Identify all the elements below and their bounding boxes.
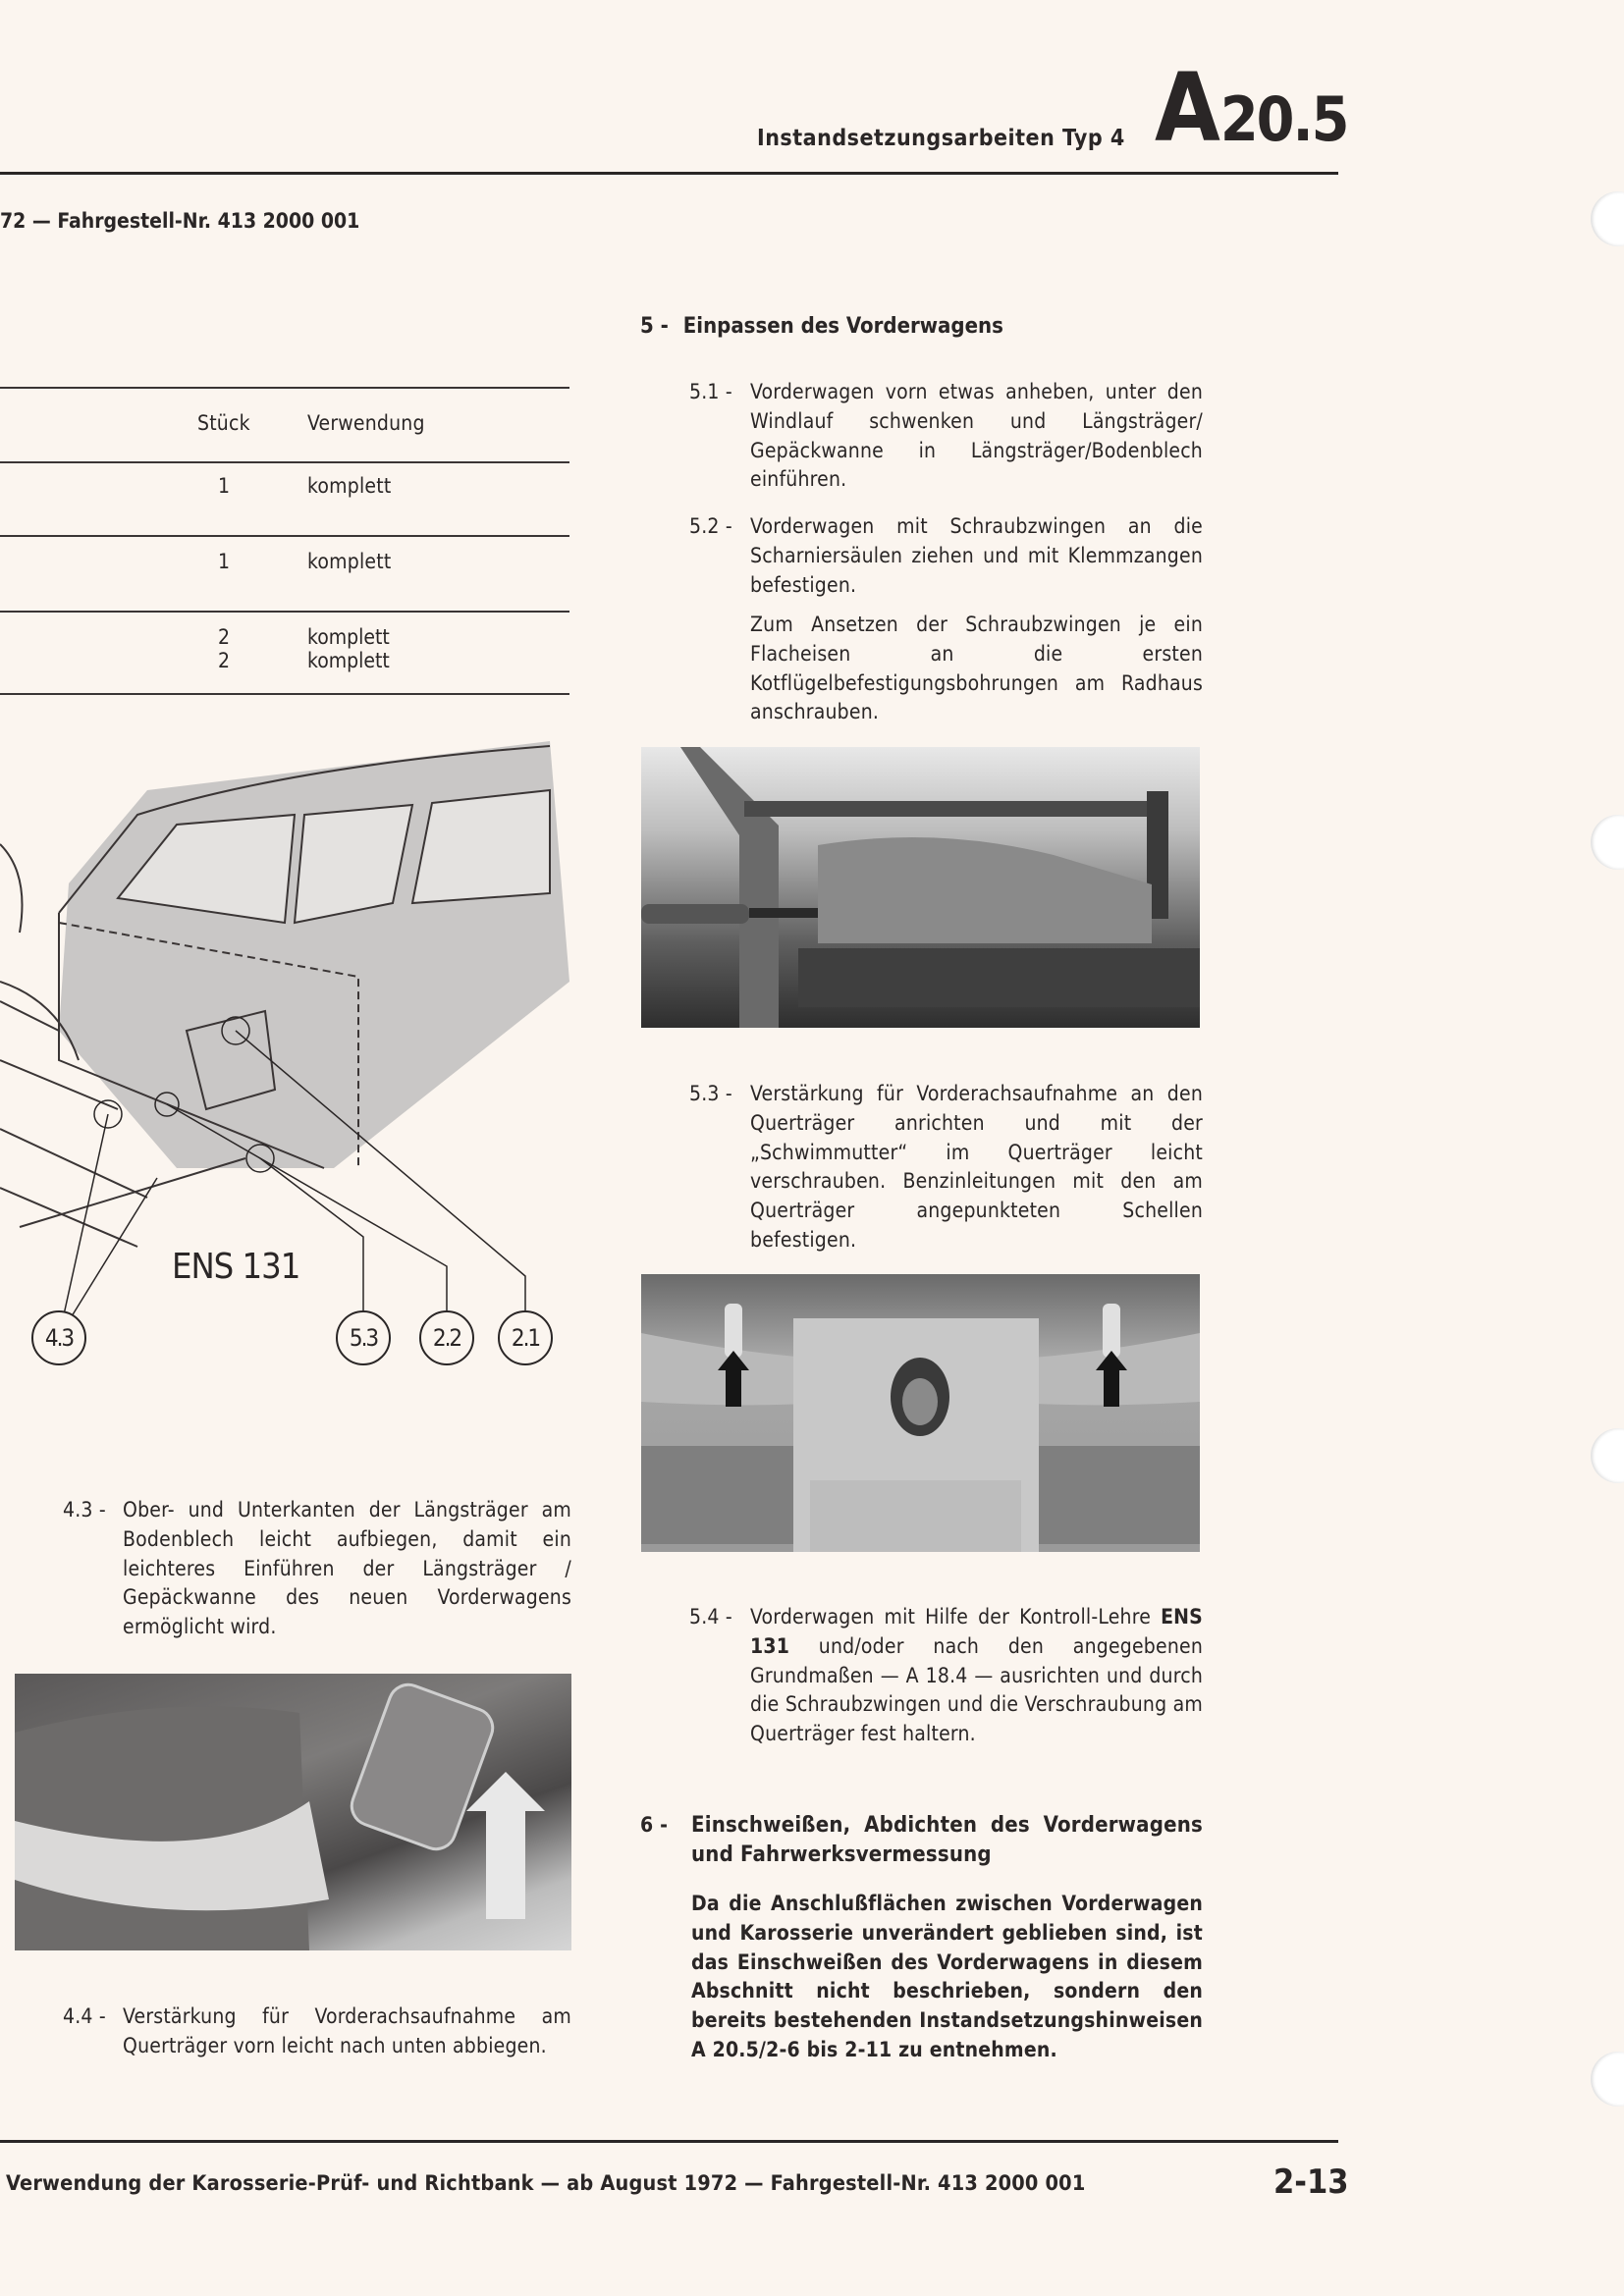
arrow-icon bbox=[466, 1772, 545, 1919]
callout-2-2: 2.2 bbox=[419, 1310, 474, 1365]
column-header-qty: Stück bbox=[197, 411, 250, 435]
table-cell-use: komplett bbox=[307, 625, 390, 649]
step-number: 5.3 - bbox=[689, 1082, 732, 1105]
table-rule bbox=[0, 461, 569, 463]
callout-4-3: 4.3 bbox=[31, 1310, 86, 1365]
step-text: Verstärkung für Vorderachsaufnahme an den Querträger anrichten und mit der „Schwimmutter“ im Querträger leicht verschrauben. Benzinleitungen mit den am Querträger angepunkteten Schellen befestigen. bbox=[750, 1082, 1203, 1252]
section-number: 6 - bbox=[640, 1813, 669, 1837]
section-number: 5 - bbox=[640, 314, 669, 339]
photo-content bbox=[641, 747, 1200, 1028]
photo-crossmember-nut bbox=[641, 1274, 1200, 1552]
photo-content bbox=[641, 1274, 1200, 1552]
step-text-part: Vorderwagen mit Hilfe der Kontroll-Lehre bbox=[750, 1605, 1152, 1629]
table-cell-qty: 1 bbox=[218, 474, 231, 498]
step-number: 5.2 - bbox=[689, 514, 732, 538]
header-rule bbox=[0, 172, 1338, 175]
column-header-use: Verwendung bbox=[307, 411, 425, 435]
punch-hole bbox=[1591, 191, 1624, 246]
step-text: Ober- und Unterkanten der Längsträger am Bodenblech leicht aufbiegen, damit ein leichteres Einführen der Längsträger / Gepäckwanne des neuen Vorderwagens ermöglicht wird. bbox=[123, 1498, 571, 1639]
page-code-number: 20.5 bbox=[1219, 83, 1348, 155]
footer-rule bbox=[0, 2140, 1338, 2143]
footer-text: Verwendung der Karosserie-Prüf- und Richtbank — ab August 1972 — Fahrgestell-Nr. 413 2000 001 bbox=[6, 2171, 1086, 2196]
callout-5-3: 5.3 bbox=[336, 1310, 391, 1365]
section-title: Einpassen des Vorderwagens bbox=[682, 314, 1003, 339]
page-code bbox=[1155, 53, 1348, 163]
car-body-diagram bbox=[0, 736, 579, 1364]
step-number: 5.4 - bbox=[689, 1605, 732, 1629]
table-rule bbox=[0, 611, 569, 613]
step-number: 5.1 - bbox=[689, 380, 732, 403]
table-rule bbox=[0, 387, 569, 389]
table-cell-use: komplett bbox=[307, 649, 390, 672]
table-cell-qty: 1 bbox=[218, 550, 231, 573]
step-number: 4.4 - bbox=[63, 2004, 106, 2028]
step-number: 4.3 - bbox=[63, 1498, 106, 1522]
section-title: Einschweißen, Abdichten des Vorderwagens und Fahrwerksvermessung bbox=[691, 1813, 1203, 1867]
step-text: Vorderwagen mit Schraubzwingen an die Scharniersäulen ziehen und mit Klemmzangen befestigen. bbox=[750, 514, 1203, 597]
section-title: Instandsetzungsarbeiten Typ 4 bbox=[757, 126, 1125, 151]
step-text: Vorderwagen vorn etwas anheben, unter den Windlauf schwenken und Längsträger/ Gepäckwanne in Längsträger/Bodenblech einführen. bbox=[750, 380, 1203, 492]
photo-clamps-on-hinge-pillar bbox=[641, 747, 1200, 1028]
page-number: 2-13 bbox=[1273, 2163, 1349, 2202]
punch-hole bbox=[1591, 1428, 1624, 1483]
photo-crossmember-reinforcement bbox=[15, 1674, 571, 1950]
table-cell-use: komplett bbox=[307, 550, 392, 573]
subheader: 72 — Fahrgestell-Nr. 413 2000 001 bbox=[0, 209, 360, 233]
section-5-heading bbox=[640, 314, 1003, 339]
punch-hole bbox=[1591, 815, 1624, 870]
callout-2-1: 2.1 bbox=[498, 1310, 553, 1365]
step-text-part: und/oder nach den angegebenen Grundmaßen — A 18.4 — ausrichten und durch die Schraubzwingen und die Verschraubung am Querträger fest haltern. bbox=[750, 1633, 1203, 1746]
section-6-text: Da die Anschlußflächen zwischen Vorderwagen und Karosserie unverändert geblieben sind, ist das Einschweißen des Vorderwagens in diesem Abschnitt nicht beschrieben, sondern den bereits bestehenden Instandsetzungshinweisen A 20.5/2-6 bis 2-11 zu entnehmen. bbox=[691, 1892, 1203, 2061]
step-text bbox=[750, 1603, 1203, 1749]
step-text: Verstärkung für Vorderachsaufnahme am Querträger vorn leicht nach unten abbiegen. bbox=[123, 2004, 571, 2057]
gauge-reference: ENS 131 bbox=[750, 1605, 1203, 1658]
table-rule bbox=[0, 693, 569, 695]
table-cell-qty: 2 bbox=[218, 649, 231, 672]
photo-content bbox=[15, 1674, 571, 1950]
table-cell-use: komplett bbox=[307, 474, 392, 498]
punch-hole bbox=[1591, 2052, 1624, 2107]
gauge-label: ENS 131 bbox=[172, 1247, 300, 1287]
step-note: Zum Ansetzen der Schraubzwingen je ein Flacheisen an die ersten Kotflügelbefestigungsbohrungen am Radhaus anschrauben. bbox=[750, 613, 1203, 724]
page-code-letter: A bbox=[1155, 53, 1220, 163]
table-rule bbox=[0, 535, 569, 537]
table-cell-qty: 2 bbox=[218, 625, 231, 649]
